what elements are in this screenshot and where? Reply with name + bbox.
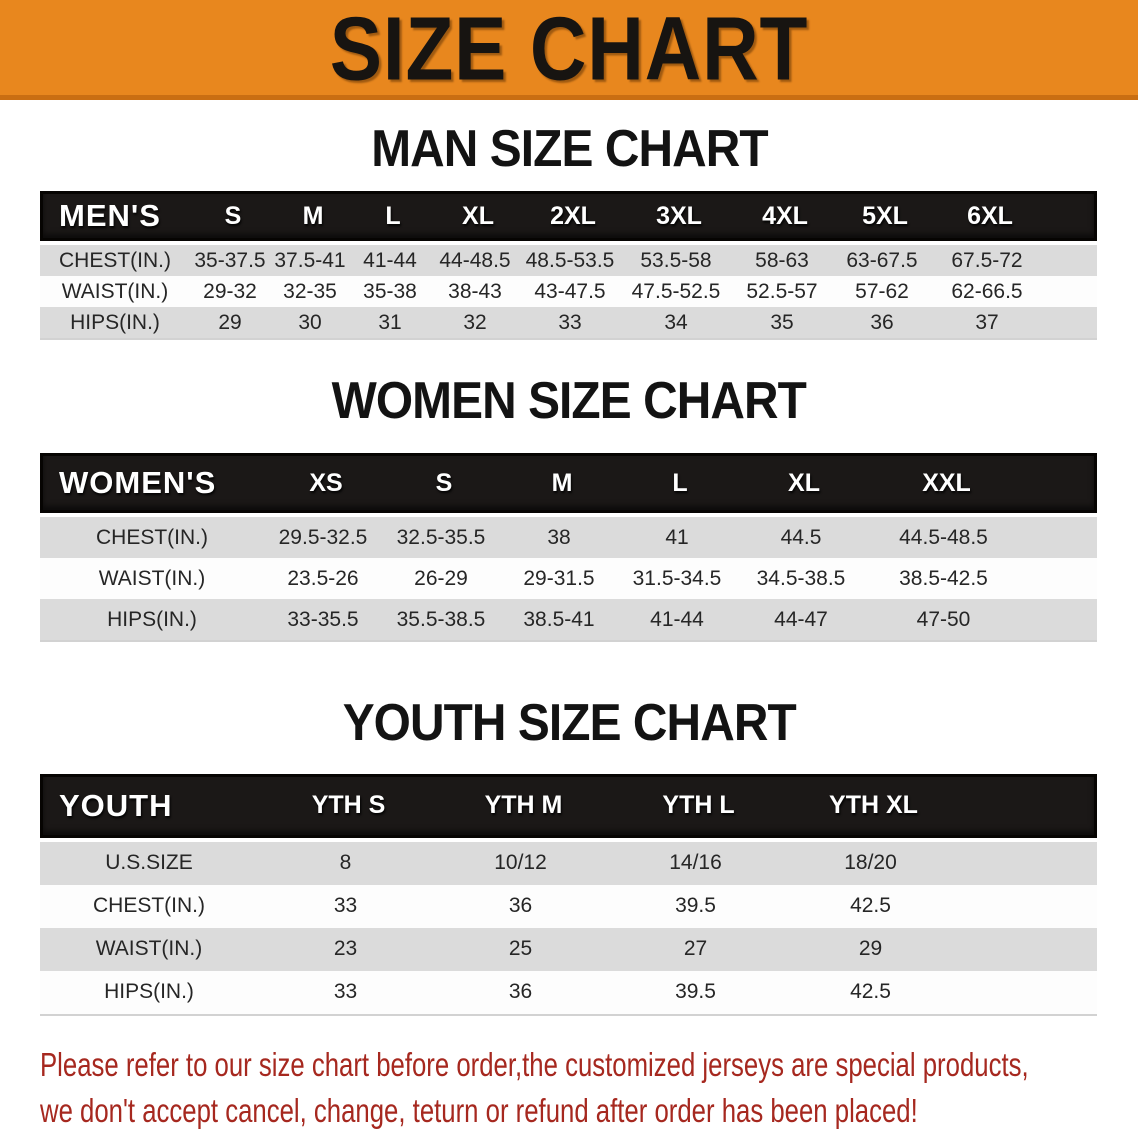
measure-value-cell: 31	[378, 310, 402, 334]
measure-value-cell: 27	[683, 937, 708, 961]
measure-value-cell: 36	[508, 894, 533, 918]
size-column-header: 5XL	[862, 201, 908, 230]
measure-value-cell: 44.5	[780, 525, 822, 549]
measure-value-cell: 26-29	[414, 566, 468, 590]
size-column-header: M	[302, 201, 324, 230]
measure-value-cell: 29	[218, 310, 242, 334]
size-column-header: XS	[309, 468, 343, 497]
size-column-header: 4XL	[762, 201, 808, 230]
measure-value-cell: 32	[463, 310, 487, 334]
youth-heading-wrap	[0, 695, 1138, 752]
measure-value-cell: 23.5-26	[287, 566, 359, 590]
women-hips-row	[40, 599, 1097, 640]
measure-value-cell: 43-47.5	[534, 279, 606, 303]
size-column-header: M	[551, 468, 573, 497]
measure-value-cell: 62-66.5	[951, 279, 1023, 303]
measure-row-label: CHEST(IN.)	[59, 248, 171, 272]
measure-row-label: WAIST(IN.)	[95, 937, 203, 961]
size-column-header: 2XL	[550, 201, 596, 230]
measure-value-cell: 35-38	[363, 279, 417, 303]
measure-value-cell: 33-35.5	[287, 607, 359, 631]
measure-value-cell: 23	[333, 937, 358, 961]
measure-row-label: CHEST(IN.)	[93, 894, 205, 918]
measure-value-cell: 29	[858, 937, 883, 961]
men-table-header-label: MEN'S	[59, 198, 161, 234]
size-column-header: XL	[788, 468, 820, 497]
measure-row-label: HIPS(IN.)	[107, 607, 197, 631]
measure-value-cell: 35	[770, 310, 794, 334]
men-table-header-row	[40, 191, 1097, 241]
measure-value-cell: 63-67.5	[846, 248, 918, 272]
men-chest-row	[40, 245, 1097, 276]
measure-value-cell: 33	[558, 310, 582, 334]
measure-row-label: HIPS(IN.)	[104, 980, 194, 1004]
measure-value-cell: 36	[508, 980, 533, 1004]
youth-size-section	[0, 695, 1138, 1015]
women-section-heading: WOMEN SIZE CHART	[331, 372, 807, 431]
banner-title: SIZE CHART	[329, 0, 809, 99]
measure-row-label: WAIST(IN.)	[61, 279, 169, 303]
size-column-header: XXL	[922, 468, 971, 497]
measure-value-cell: 37.5-41	[274, 248, 346, 272]
measure-value-cell: 34	[664, 310, 688, 334]
youth-section-heading: YOUTH SIZE CHART	[342, 694, 796, 753]
men-size-section	[0, 121, 1138, 340]
youth-waist-row	[40, 928, 1097, 971]
women-chest-row	[40, 517, 1097, 558]
measure-value-cell: 41-44	[650, 607, 704, 631]
measure-value-cell: 35.5-38.5	[396, 607, 486, 631]
measure-value-cell: 57-62	[855, 279, 909, 303]
youth-hips-row	[40, 971, 1097, 1014]
measure-row-label: CHEST(IN.)	[96, 525, 208, 549]
measure-value-cell: 25	[508, 937, 533, 961]
measure-value-cell: 52.5-57	[746, 279, 818, 303]
size-column-header: S	[435, 468, 453, 497]
size-column-header: L	[385, 201, 401, 230]
youth-table-header-row	[40, 774, 1097, 838]
size-column-header: L	[672, 468, 688, 497]
women-size-table	[40, 453, 1097, 642]
measure-value-cell: 58-63	[755, 248, 809, 272]
measure-value-cell: 29-31.5	[523, 566, 595, 590]
measure-value-cell: 44.5-48.5	[899, 525, 988, 549]
measure-value-cell: 48.5-53.5	[525, 248, 615, 272]
size-column-header: 3XL	[656, 201, 702, 230]
measure-row-label: U.S.SIZE	[105, 851, 193, 875]
women-heading-wrap	[0, 373, 1138, 430]
youth-chest-row	[40, 885, 1097, 928]
measure-value-cell: 8	[339, 851, 352, 875]
size-column-header: YTH XL	[829, 791, 918, 820]
measure-row-label: WAIST(IN.)	[98, 566, 206, 590]
men-hips-row	[40, 307, 1097, 338]
size-column-header: YTH S	[311, 791, 386, 820]
measure-value-cell: 44-48.5	[439, 248, 511, 272]
measure-value-cell: 41-44	[363, 248, 417, 272]
measure-value-cell: 37	[975, 310, 999, 334]
measure-value-cell: 41	[665, 525, 689, 549]
measure-value-cell: 34.5-38.5	[756, 566, 846, 590]
measure-value-cell: 38	[547, 525, 571, 549]
measure-value-cell: 35-37.5	[194, 248, 266, 272]
disclaimer-line-2: we don't accept cancel, change, teturn or refund after order has been placed!	[40, 1091, 918, 1129]
measure-value-cell: 18/20	[844, 851, 897, 875]
youth-ussize-row	[40, 842, 1097, 885]
measure-value-cell: 33	[333, 894, 358, 918]
size-column-header: S	[224, 201, 242, 230]
measure-value-cell: 33	[333, 980, 358, 1004]
size-column-header: XL	[462, 201, 494, 230]
measure-value-cell: 67.5-72	[951, 248, 1023, 272]
measure-value-cell: 30	[298, 310, 322, 334]
measure-value-cell: 31.5-34.5	[632, 566, 722, 590]
women-table-header-row	[40, 453, 1097, 513]
measure-value-cell: 38-43	[448, 279, 502, 303]
measure-value-cell: 14/16	[669, 851, 722, 875]
men-section-heading: MAN SIZE CHART	[370, 120, 768, 178]
measure-value-cell: 32-35	[283, 279, 337, 303]
measure-value-cell: 42.5	[850, 980, 891, 1004]
measure-value-cell: 53.5-58	[640, 248, 712, 272]
measure-value-cell: 32.5-35.5	[396, 525, 486, 549]
disclaimer-note	[40, 1042, 1029, 1134]
measure-value-cell: 29.5-32.5	[278, 525, 368, 549]
women-table-header-label: WOMEN'S	[59, 465, 217, 501]
measure-value-cell: 39.5	[675, 980, 716, 1004]
disclaimer-line-1: Please refer to our size chart before order,the customized jerseys are special products,	[40, 1045, 1029, 1083]
size-column-header: 6XL	[967, 201, 1013, 230]
size-column-header: YTH M	[484, 791, 563, 820]
measure-value-cell: 44-47	[774, 607, 828, 631]
measure-value-cell: 47.5-52.5	[631, 279, 721, 303]
measure-value-cell: 47-50	[916, 607, 971, 631]
size-column-header: YTH L	[662, 791, 735, 820]
measure-value-cell: 38.5-41	[523, 607, 595, 631]
women-waist-row	[40, 558, 1097, 599]
men-size-table	[40, 191, 1097, 340]
men-heading-wrap	[0, 121, 1138, 178]
measure-value-cell: 38.5-42.5	[899, 566, 988, 590]
size-chart-banner	[0, 0, 1138, 100]
youth-table-header-label: YOUTH	[59, 787, 173, 823]
youth-size-table	[40, 774, 1097, 1016]
measure-value-cell: 39.5	[675, 894, 716, 918]
measure-value-cell: 10/12	[494, 851, 547, 875]
measure-value-cell: 42.5	[850, 894, 891, 918]
women-size-section	[0, 373, 1138, 642]
measure-value-cell: 36	[870, 310, 894, 334]
measure-value-cell: 29-32	[203, 279, 257, 303]
men-waist-row	[40, 276, 1097, 307]
measure-row-label: HIPS(IN.)	[70, 310, 160, 334]
